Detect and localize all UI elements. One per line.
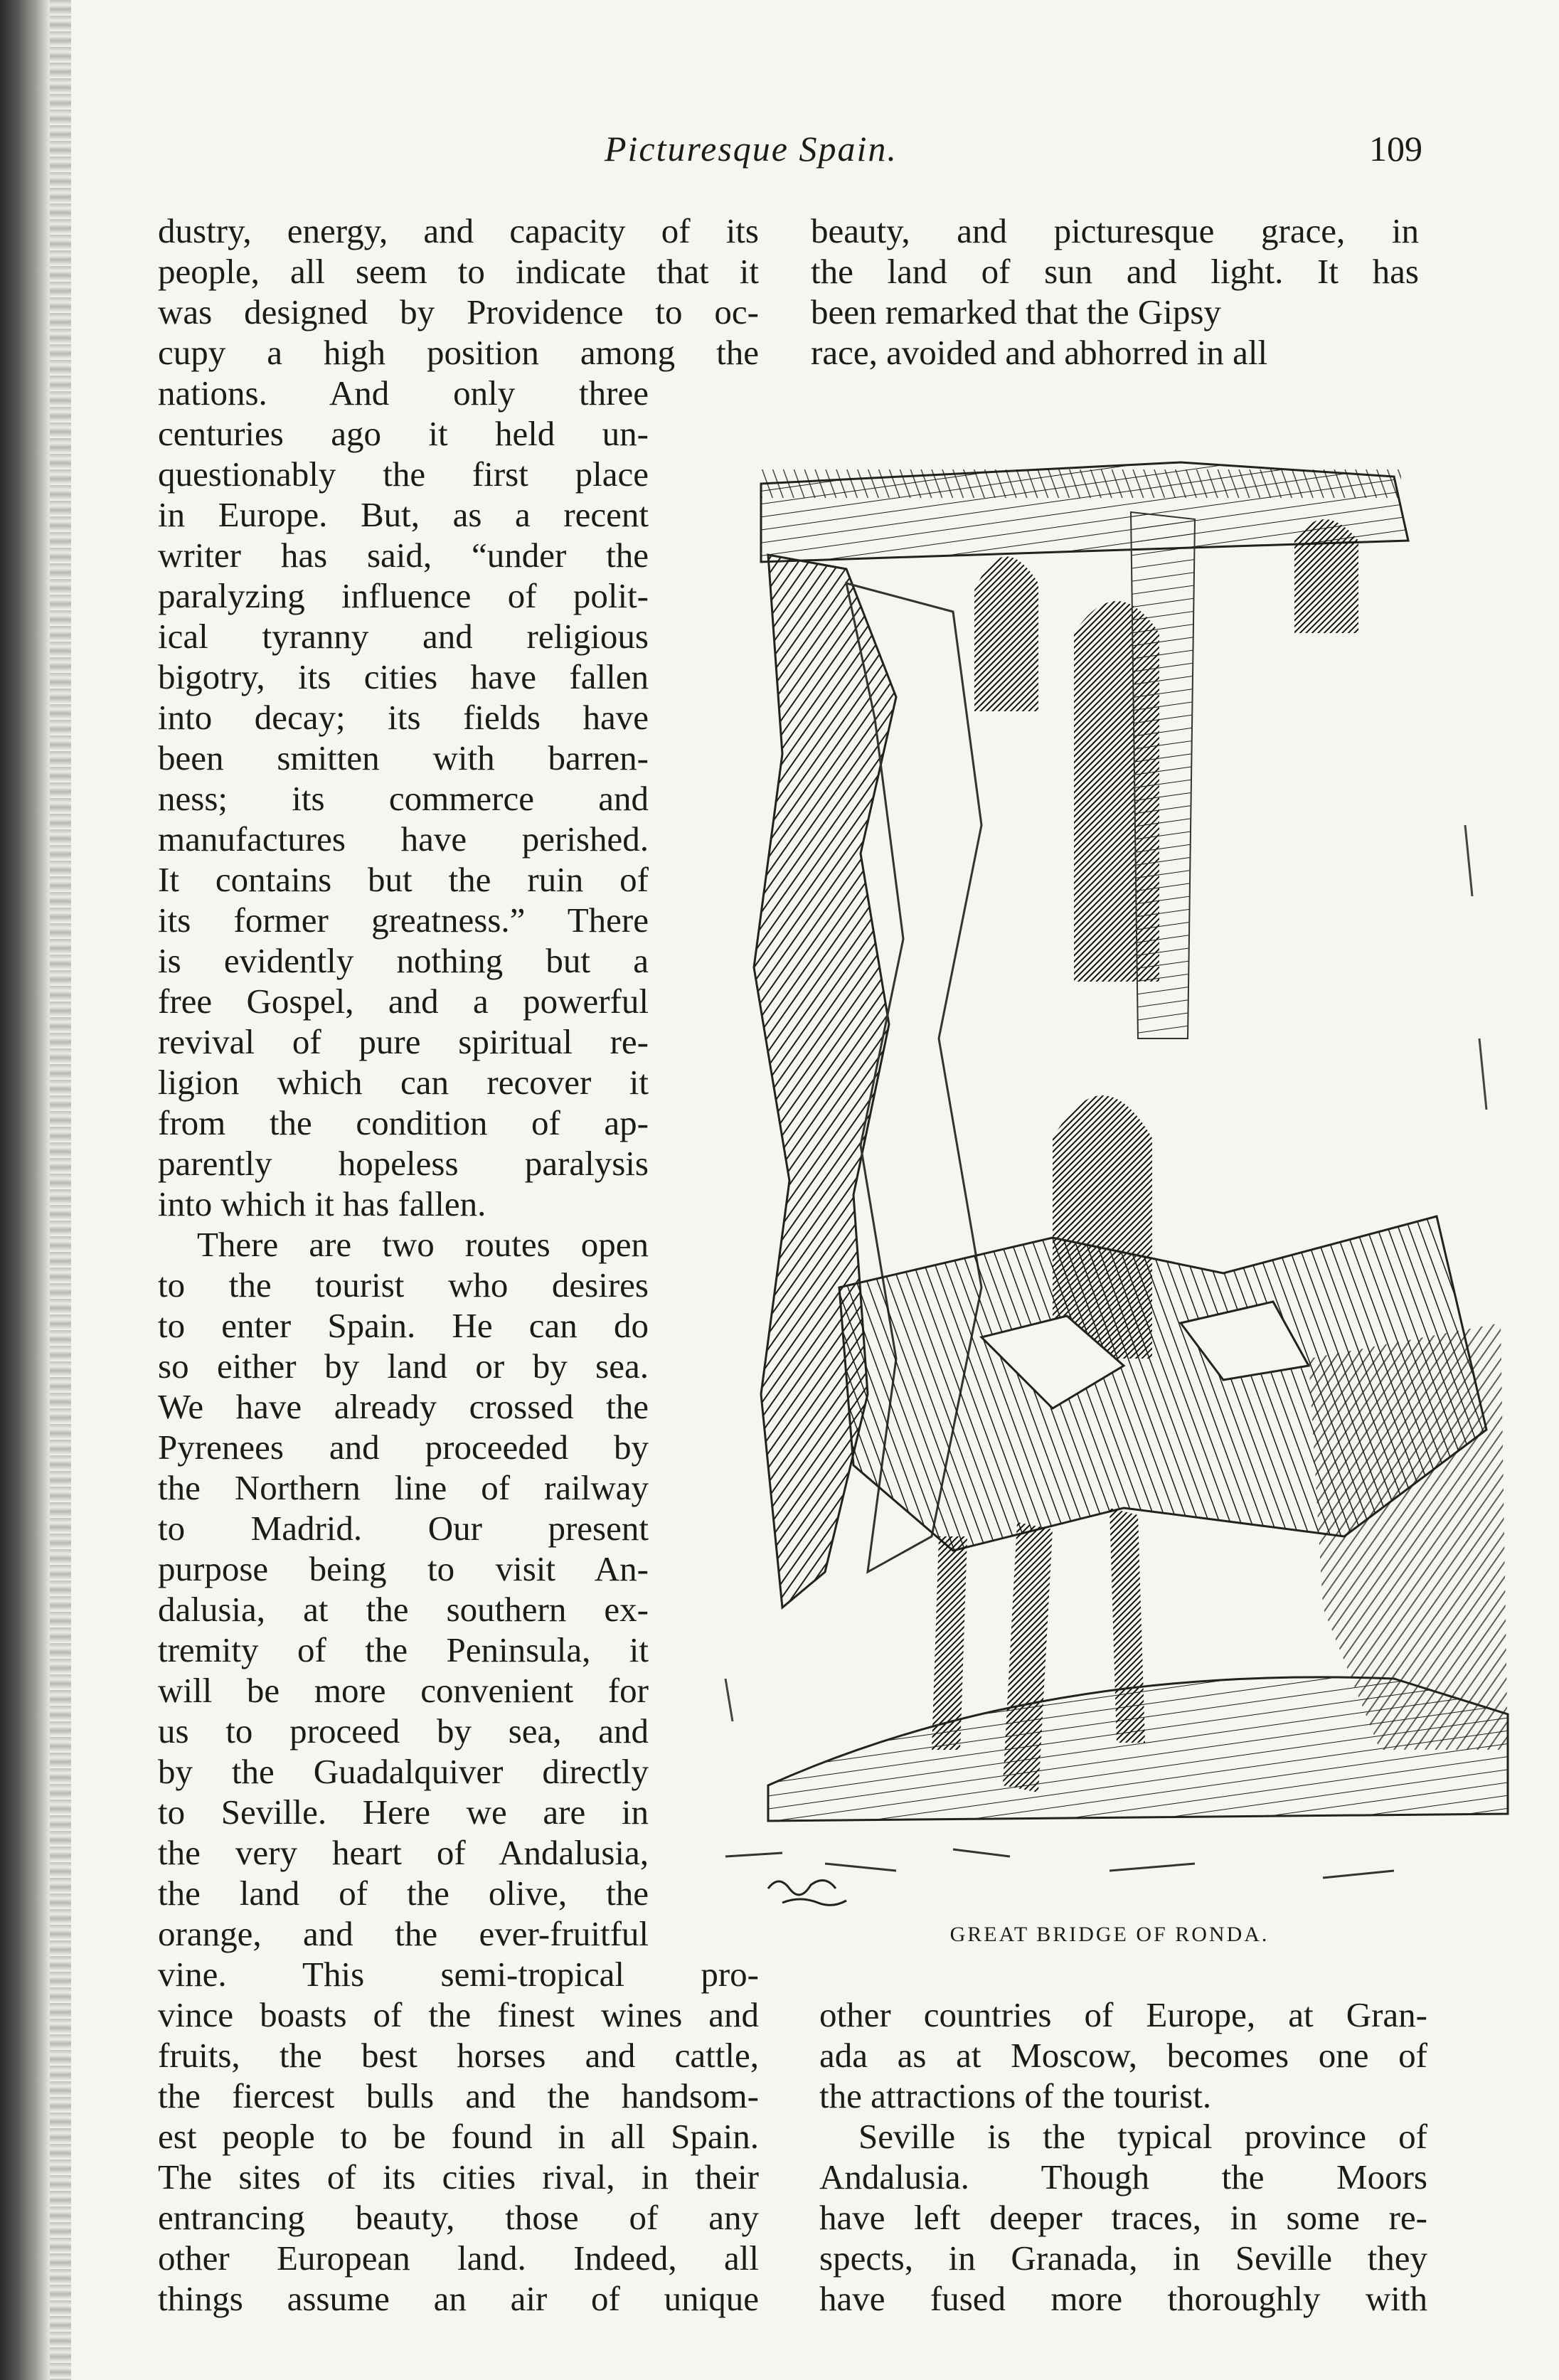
- text-line: is evidently nothing but a: [158, 941, 649, 980]
- text-line: the attractions of the tourist.: [819, 2076, 1212, 2115]
- text-line: been smitten with barren-: [158, 738, 649, 777]
- text-line: in Europe. But, as a recent: [158, 495, 649, 534]
- text-line: was designed by Providence to oc-: [158, 292, 759, 331]
- right-column-bottom: [819, 1994, 1427, 2319]
- text-line: revival of pure spiritual re-: [158, 1022, 649, 1061]
- text-line: cupy a high position among the: [158, 333, 759, 372]
- text-line: into which it has fallen.: [158, 1184, 486, 1223]
- text-line: Pyrenees and proceeded by: [158, 1428, 649, 1467]
- text-line: Andalusia. Though the Moors: [819, 2157, 1427, 2196]
- text-line: nations. And only three: [158, 373, 649, 413]
- text-line: the land of sun and light. It has: [811, 252, 1419, 291]
- running-title: Picturesque Spain.: [605, 129, 898, 169]
- text-line: to enter Spain. He can do: [158, 1306, 649, 1345]
- left-column-top: [158, 211, 759, 373]
- text-line: have fused more thoroughly with: [819, 2279, 1427, 2318]
- text-line: have left deeper traces, in some re-: [819, 2198, 1427, 2237]
- running-head: [0, 128, 1559, 171]
- text-line: things assume an air of unique: [158, 2279, 759, 2318]
- text-line: Seville is the typical province of: [858, 2117, 1427, 2156]
- text-line: will be more convenient for: [158, 1671, 649, 1710]
- illustration-caption: GREAT BRIDGE OF RONDA.: [949, 1923, 1270, 1946]
- left-column-bottom: [158, 1954, 759, 2319]
- text-line: ligion which can recover it: [158, 1063, 649, 1102]
- text-line: us to proceed by sea, and: [158, 1711, 649, 1751]
- text-line: the fiercest bulls and the handsom-: [158, 2076, 759, 2115]
- text-line: the Northern line of railway: [158, 1468, 649, 1507]
- text-line: ness; its commerce and: [158, 779, 649, 818]
- right-column-top: [811, 211, 1419, 373]
- text-line: other European land. Indeed, all: [158, 2238, 759, 2278]
- text-line: paralyzing influence of polit-: [158, 576, 649, 615]
- text-line: orange, and the ever-fruitful: [158, 1914, 649, 1953]
- text-line: We have already crossed the: [158, 1387, 649, 1426]
- text-line: purpose being to visit An-: [158, 1549, 649, 1588]
- text-line: into decay; its fields have: [158, 698, 649, 737]
- text-line: parently hopeless paralysis: [158, 1144, 649, 1183]
- text-line: entrancing beauty, those of any: [158, 2198, 759, 2237]
- text-line: its former greatness.” There: [158, 901, 649, 940]
- text-line: vince boasts of the finest wines and: [158, 1995, 759, 2034]
- text-line: fruits, the best horses and cattle,: [158, 2036, 759, 2075]
- text-line: manufactures have perished.: [158, 819, 649, 859]
- text-line: the land of the olive, the: [158, 1874, 649, 1913]
- text-line: The sites of its cities rival, in their: [158, 2157, 759, 2196]
- text-line: beauty, and picturesque grace, in: [811, 211, 1419, 250]
- text-line: centuries ago it held un-: [158, 414, 649, 453]
- text-line: other countries of Europe, at Gran-: [819, 1995, 1427, 2034]
- text-line: spects, in Granada, in Seville they: [819, 2238, 1427, 2278]
- text-line: to Madrid. Our present: [158, 1509, 649, 1548]
- text-line: dalusia, at the southern ex-: [158, 1590, 649, 1629]
- left-column-narrow: [158, 373, 649, 1954]
- text-line: It contains but the ruin of: [158, 860, 649, 899]
- engraving-drawing: [683, 398, 1515, 1913]
- text-line: free Gospel, and a powerful: [158, 982, 649, 1021]
- text-line: so either by land or by sea.: [158, 1346, 649, 1386]
- text-line: There are two routes open: [197, 1225, 649, 1264]
- text-line: the very heart of Andalusia,: [158, 1833, 649, 1872]
- text-line: race, avoided and abhorred in all: [811, 333, 1268, 372]
- text-line: bigotry, its cities have fallen: [158, 657, 649, 696]
- text-line: by the Guadalquiver directly: [158, 1752, 649, 1791]
- text-line: people, all seem to indicate that it: [158, 252, 759, 291]
- text-line: questionably the first place: [158, 455, 649, 494]
- text-line: vine. This semi-tropical pro-: [158, 1955, 759, 1994]
- text-line: been remarked that the Gipsy: [811, 292, 1221, 331]
- page-number: 109: [1369, 129, 1422, 169]
- text-line: ical tyranny and religious: [158, 617, 649, 656]
- text-line: tremity of the Peninsula, it: [158, 1630, 649, 1669]
- ronda-bridge-engraving: [683, 398, 1515, 1913]
- text-line: writer has said, “under the: [158, 536, 649, 575]
- text-line: to Seville. Here we are in: [158, 1792, 649, 1832]
- text-line: est people to be found in all Spain.: [158, 2117, 759, 2156]
- book-binding-edge: [0, 0, 50, 2380]
- text-line: to the tourist who desires: [158, 1265, 649, 1305]
- text-line: from the condition of ap-: [158, 1103, 649, 1142]
- text-line: dustry, energy, and capacity of its: [158, 211, 759, 250]
- text-line: ada as at Moscow, becomes one of: [819, 2036, 1427, 2075]
